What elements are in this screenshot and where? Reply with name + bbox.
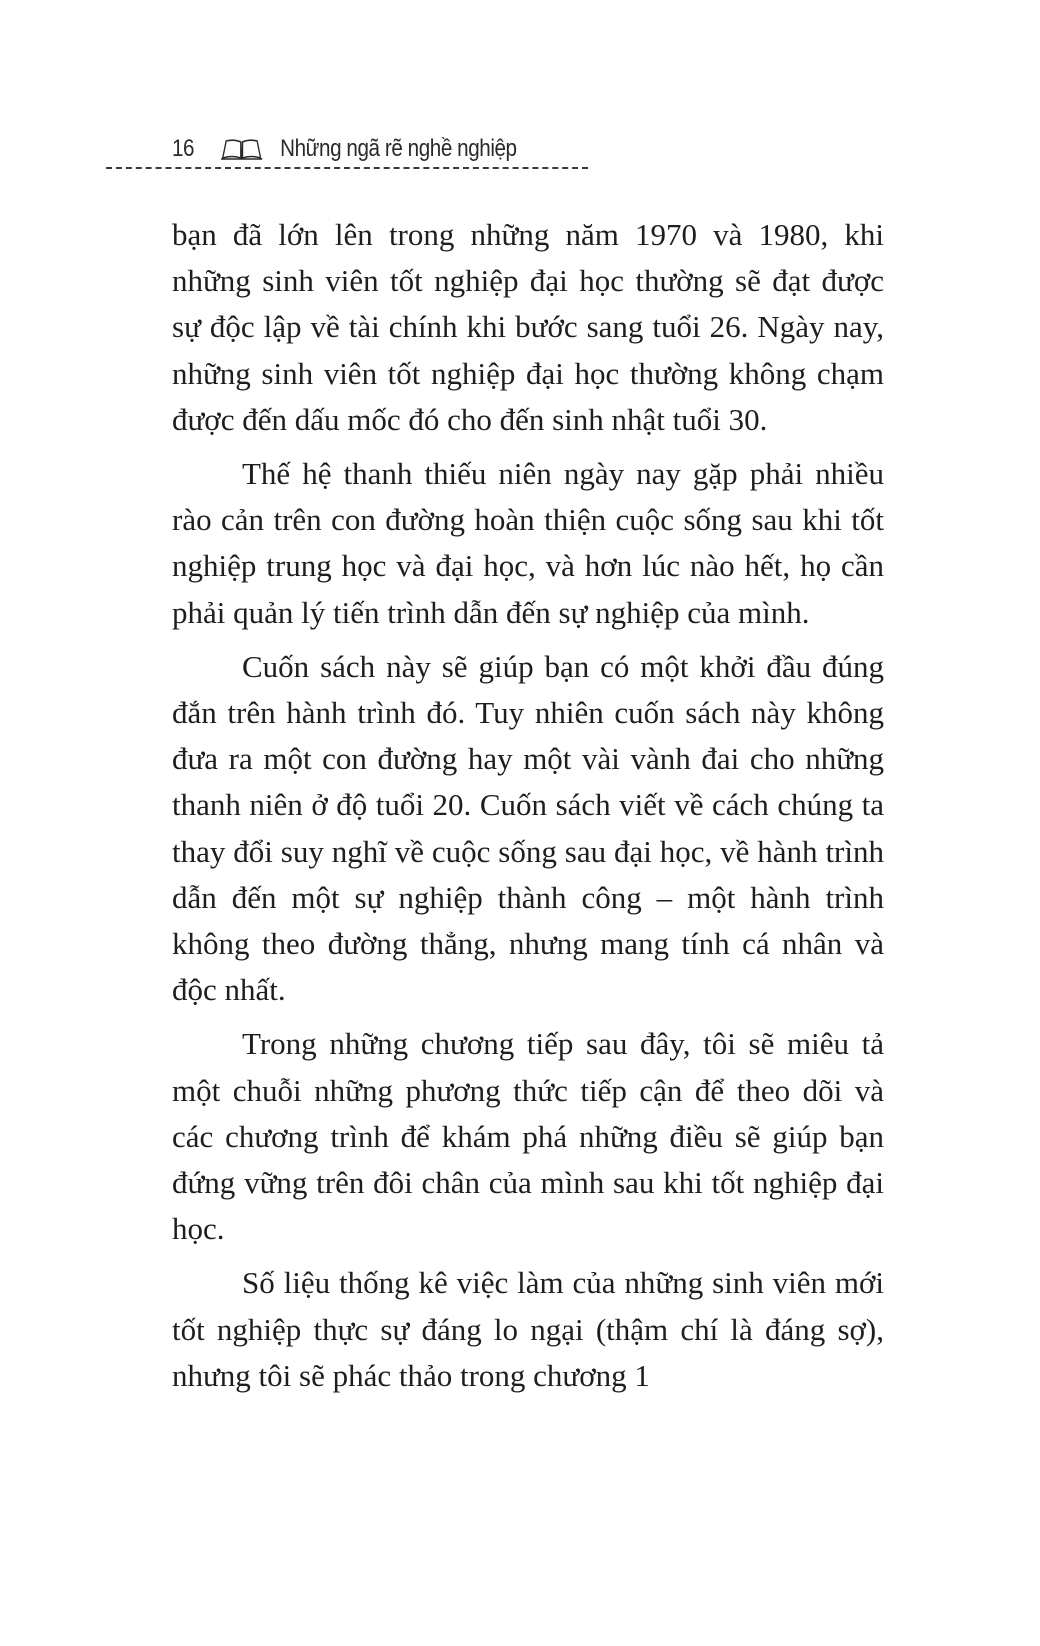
paragraph: Trong những chương tiếp sau đây, tôi sẽ miêu tả một chuỗi những phương thức tiếp cận để theo dõi và các chương trình để khám phá những điều sẽ giúp bạn đứng vững trên đôi chân của mình sau khi tốt nghiệp đại học.	[172, 1026, 884, 1247]
open-book-icon	[220, 138, 263, 160]
paragraph: bạn đã lớn lên trong những năm 1970 và 1980, khi những sinh viên tốt nghiệp đại học thường sẽ đạt được sự độc lập về tài chính khi bước sang tuổi 26. Ngày nay, những sinh viên tốt nghiệp đại học thường không chạm được đến dấu mốc đó cho đến sinh nhật tuổi 30.	[172, 217, 884, 437]
running-title: Những ngã rẽ nghề nghiệp	[280, 135, 517, 162]
paragraph: Cuốn sách này sẽ giúp bạn có một khởi đầu đúng đắn trên hành trình đó. Tuy nhiên cuốn sách này không đưa ra một con đường hay một vài vành đai cho những thanh niên ở độ tuổi 20. Cuốn sách viết về cách chúng ta thay đổi suy nghĩ về cuộc sống sau đại học, về hành trình dẫn đến một sự nghiệp thành công – một hành trình không theo đường thẳng, nhưng mang tính cá nhân và độc nhất.	[172, 648, 884, 1008]
page-number: 16	[172, 135, 195, 162]
header-divider	[106, 167, 588, 169]
running-header	[172, 128, 517, 164]
page-body	[172, 212, 884, 1407]
paragraph: Số liệu thống kê việc làm của những sinh viên mới tốt nghiệp thực sự đáng lo ngại (thậm chí là đáng sợ), nhưng tôi sẽ phác thảo trong chương 1	[172, 1265, 884, 1393]
paragraph: Thế hệ thanh thiếu niên ngày nay gặp phải nhiều rào cản trên con đường hoàn thiện cuộc sống sau khi tốt nghiệp trung học và đại học, và hơn lúc nào hết, họ cần phải quản lý tiến trình dẫn đến sự nghiệp của mình.	[172, 456, 884, 630]
